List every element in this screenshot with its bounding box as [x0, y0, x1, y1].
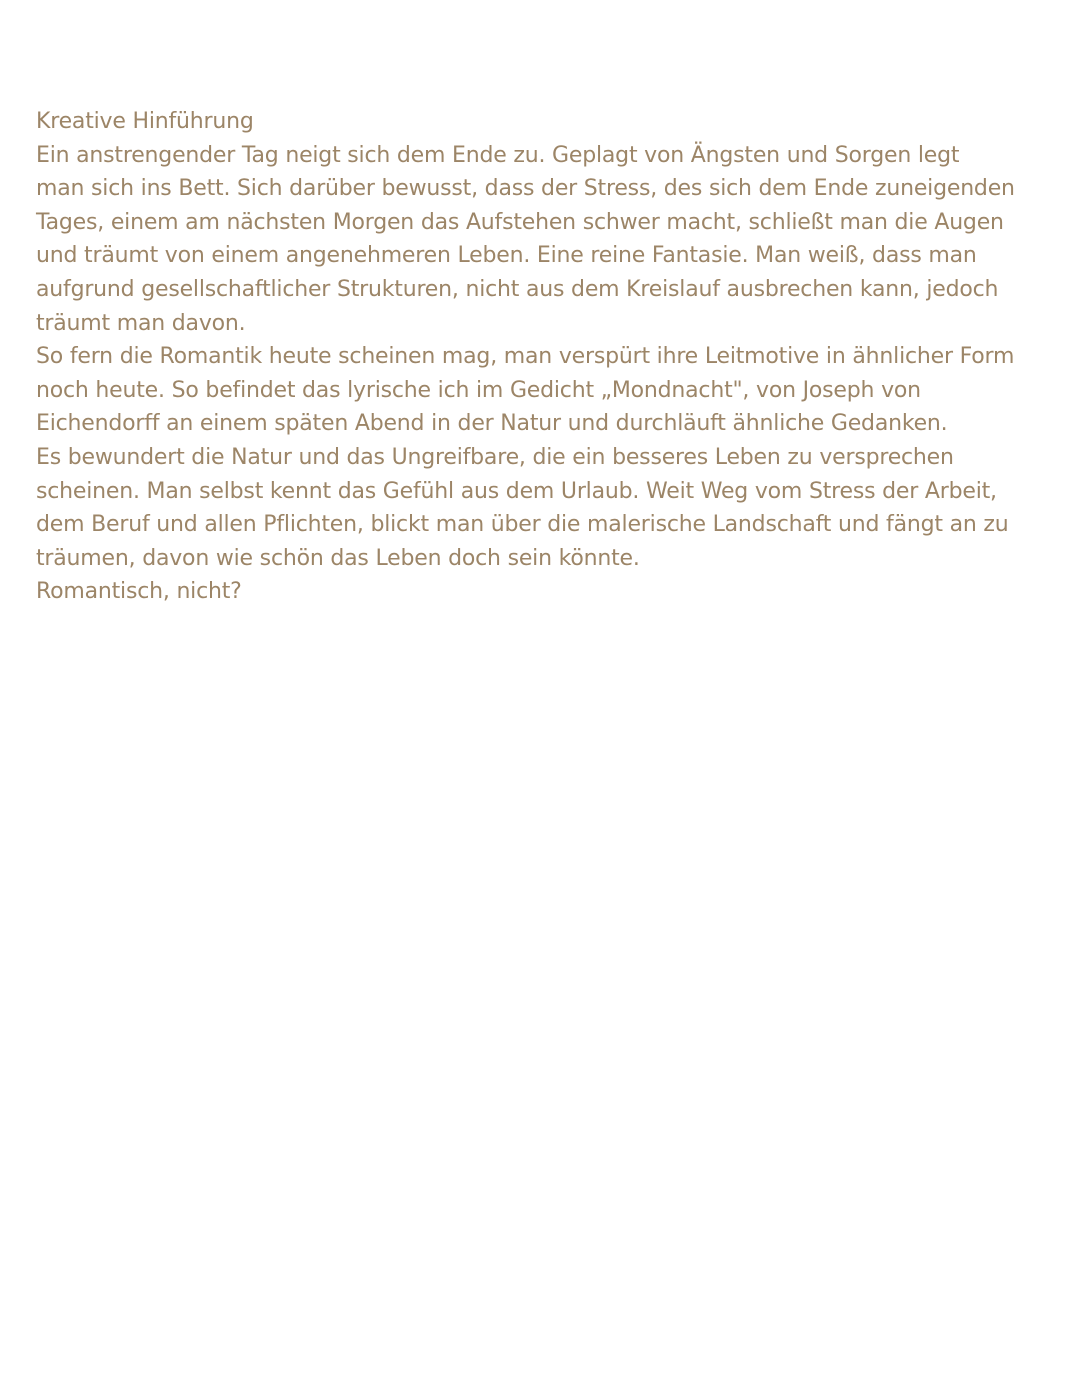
text-line: Es bewundert die Natur und das Ungreifbare, die ein besseres Leben zu versprechen: [36, 444, 954, 470]
text-line: Tages, einem am nächsten Morgen das Aufstehen schwer macht, schließt man die Augen: [36, 209, 1004, 235]
text-line: Romantisch, nicht?: [36, 579, 242, 605]
document-heading: Kreative Hinführung: [36, 109, 254, 134]
text-line: So fern die Romantik heute scheinen mag, man verspürt ihre Leitmotive in ähnlicher Form: [36, 344, 1015, 370]
text-line: und träumt von einem angenehmeren Leben. Eine reine Fantasie. Man weiß, dass man: [36, 243, 977, 269]
text-line: dem Beruf und allen Pflichten, blickt man über die malerische Landschaft und fängt an zu: [36, 512, 1009, 538]
text-line: Eichendorff an einem späten Abend in der Natur und durchläuft ähnliche Gedanken.: [36, 411, 948, 437]
text-line: man sich ins Bett. Sich darüber bewusst, dass der Stress, des sich dem Ende zuneigenden: [36, 176, 1015, 202]
text-line: scheinen. Man selbst kennt das Gefühl aus dem Urlaub. Weit Weg vom Stress der Arbeit,: [36, 478, 997, 504]
text-line: aufgrund gesellschaftlicher Strukturen, nicht aus dem Kreislauf ausbrechen kann, jedoch: [36, 276, 999, 302]
text-line: noch heute. So befindet das lyrische ich im Gedicht „Mondnacht", von Joseph von: [36, 377, 921, 403]
text-line: träumen, davon wie schön das Leben doch sein könnte.: [36, 545, 640, 571]
text-line: Ein anstrengender Tag neigt sich dem Ende zu. Geplagt von Ängsten und Sorgen legt: [36, 142, 960, 168]
document-page: [36, 105, 1056, 609]
text-line: träumt man davon.: [36, 310, 246, 336]
